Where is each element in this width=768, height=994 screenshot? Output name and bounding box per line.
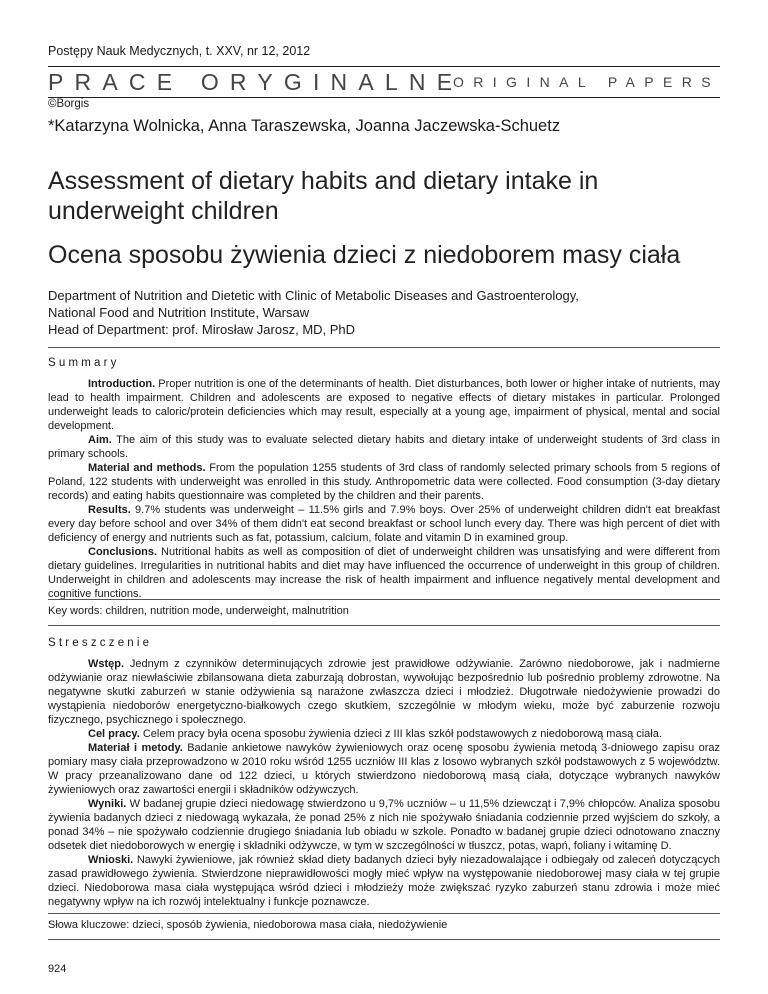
paragraph-text: Jednym z czynników determinujących zdrowie jest prawidłowe odżywianie. Zarówno niedoborowe, jak i nadmierne odżywianie oraz niewłaściwie zbilansowana dieta zaburzają dobrostan, wywołując bezpośrednio lub pośrednio problemy zdrowotne. Na negatywne skutki zaburzeń w stanie odżywienia są narażone zwłaszcza dzieci i młodzież. Długotrwałe niedożywienie prowadzi do wystąpienia niedoborów energetyczno-białkowych czego skutkiem, szczególnie w młodym wieku, może być zaburzenie rozwoju fizycznego, psychicznego i społecznego. xyxy=(48,658,720,726)
streszczenie-paragraph xyxy=(48,853,720,909)
summary-paragraph xyxy=(48,433,720,461)
divider xyxy=(48,939,720,940)
paragraph-text: Badanie ankietowe nawyków żywieniowych oraz ocenę sposobu żywienia metodą 3-dniowego zapisu oraz pomiary masy ciała przeprowadzono w 2010 roku wśród 1255 uczniów III klas z losowo wybranych szkół podstawowych z 5 województw. W pracy przeanalizowano dane od 122 dzieci, u których stwierdzono niedoborową masą ciała, dotyczące wybranych nawyków żywieniowych oraz zawartości energii i składników odżywczych. xyxy=(48,742,720,796)
summary-heading: Summary xyxy=(48,357,120,369)
streszczenie-body xyxy=(48,657,720,909)
paragraph-text: Nawyki żywieniowe, jak również skład diety badanych dzieci były niezadowalające i odbiegały od zaleceń dotyczących zasad prawidłowego żywienia. Stwierdzone nieprawidłowości mogły mieć wpływ na występowanie niedoborowej masy ciała w tej grupie dzieci. Niedoborowa masa ciała występująca wśród dzieci i młodzieży może zwiększać ryzyko zaburzeń stanu zdrowia i może mieć negatywny wpływ na ich rozwój intelektualny i funkcje poznawcze. xyxy=(48,854,720,908)
streszczenie-paragraph xyxy=(48,727,720,741)
paragraph-label: Results. xyxy=(88,504,131,516)
divider xyxy=(48,625,720,626)
paragraph-label: Wnioski. xyxy=(88,854,134,866)
divider xyxy=(48,347,720,348)
affiliation-line: Head of Department: prof. Mirosław Jarosz, MD, PhD xyxy=(48,322,356,337)
paragraph-text: Celem pracy była ocena sposobu żywienia dzieci z III klas szkół podstawowych z niedoborową masą ciała. xyxy=(139,728,662,740)
article-title-en: Assessment of dietary habits and dietary intake in underweight children xyxy=(48,167,599,225)
paragraph-label: Material and methods. xyxy=(88,462,206,474)
paragraph-label: Wstęp. xyxy=(88,658,125,670)
paragraph-text: The aim of this study was to evaluate selected dietary habits and dietary intake of underweight students of 3rd class in primary schools. xyxy=(48,434,720,460)
divider xyxy=(48,913,720,914)
section-label-en: ORIGINAL PAPERS xyxy=(452,74,720,90)
article-title-pl: Ocena sposobu żywienia dzieci z niedoborem masy ciała xyxy=(48,241,681,269)
affiliation-line: Department of Nutrition and Dietetic with Clinic of Metabolic Diseases and Gastroenterology, xyxy=(48,288,579,303)
paragraph-text: W badanej grupie dzieci niedowagę stwierdzono u 9,7% uczniów – u 11,5% dziewcząt i 7,9% chłopców. Analiza sposobu żywienia badanych dzieci z niedowagą wykazała, że ponad 25% z nich nie spożywało śniadania codziennie przed wyjściem do szkoły, a ponad 34% – nie spożywało codziennie drugiego śniadania lub obiadu w szkole. Ponadto w badanej grupie dzieci odnotowano znaczny odsetek diet niedoborowych w energię i składniki odżywcze, w tym w szczególności w tłuszcz, potas, wapń, foliany i witaminę D. xyxy=(48,798,720,852)
summary-paragraph xyxy=(48,503,720,545)
keywords-en: Key words: children, nutrition mode, underweight, malnutrition xyxy=(48,605,349,617)
paragraph-label: Wyniki. xyxy=(88,798,127,810)
divider xyxy=(48,599,720,600)
streszczenie-paragraph xyxy=(48,741,720,797)
summary-paragraph xyxy=(48,461,720,503)
summary-paragraph xyxy=(48,377,720,433)
paragraph-label: Aim. xyxy=(88,434,112,446)
paragraph-label: Cel pracy. xyxy=(88,728,140,740)
streszczenie-paragraph xyxy=(48,657,720,727)
page-number: 924 xyxy=(48,963,67,975)
affiliation-line: National Food and Nutrition Institute, Warsaw xyxy=(48,305,310,320)
paragraph-text: 9.7% students was underweight – 11.5% girls and 7.9% boys. Over 25% of underweight children didn't eat breakfast every day before school and over 34% of them didn't eat second breakfast or school lunch every day. There was high percent of diet with deficiency of energy and nutrients such as fat, potassium, calcium, folate and vitamin D in examined group. xyxy=(48,504,720,544)
paragraph-text: Proper nutrition is one of the determinants of health. Diet disturbances, both lower or higher intake of nutrients, may lead to health impairment. Children and adolescents are exposed to negative effects of dietary mistakes in particular. Prolonged underweight leads to caloric/protein deficiencies which may result, especially at a young age, impairment of physical, mental and social development. xyxy=(48,378,720,432)
section-label-pl: PRACE ORYGINALNE xyxy=(48,69,464,95)
keywords-pl: Słowa kluczowe: dzieci, sposób żywienia, niedoborowa masa ciała, niedożywienie xyxy=(48,919,448,931)
affiliation xyxy=(48,287,579,338)
streszczenie-paragraph xyxy=(48,797,720,853)
paragraph-label: Materiał i metody. xyxy=(88,742,183,754)
summary-body xyxy=(48,377,720,601)
paragraph-label: Introduction. xyxy=(88,378,156,390)
paragraph-label: Conclusions. xyxy=(88,546,158,558)
streszczenie-heading: Streszczenie xyxy=(48,637,153,649)
author-list: *Katarzyna Wolnicka, Anna Taraszewska, Joanna Jaczewska-Schuetz xyxy=(48,117,561,135)
summary-paragraph xyxy=(48,545,720,601)
section-banner xyxy=(48,66,720,98)
journal-citation: Postępy Nauk Medycznych, t. XXV, nr 12, 2012 xyxy=(48,44,311,58)
paragraph-text: Nutritional habits as well as composition of diet of underweight children was unsatisfying and were different from dietary guidelines. Irregularities in nutritional habits and diet may have influenced the occurrence of underweight in this group of children. Underweight in children and adolescents may increase the risk of health impairment and influence negatively mental development and cognitive functions. xyxy=(48,546,720,600)
copyright-notice: ©Borgis xyxy=(48,98,90,110)
paragraph-text: From the population 1255 students of 3rd class of randomly selected primary schools from 5 regions of Poland, 122 students with underweight was enrolled in this study. Anthropometric data were collected. Food consumption (3-day dietary records) and eating habits questionnaire was completed by the children and their parents. xyxy=(48,462,720,502)
